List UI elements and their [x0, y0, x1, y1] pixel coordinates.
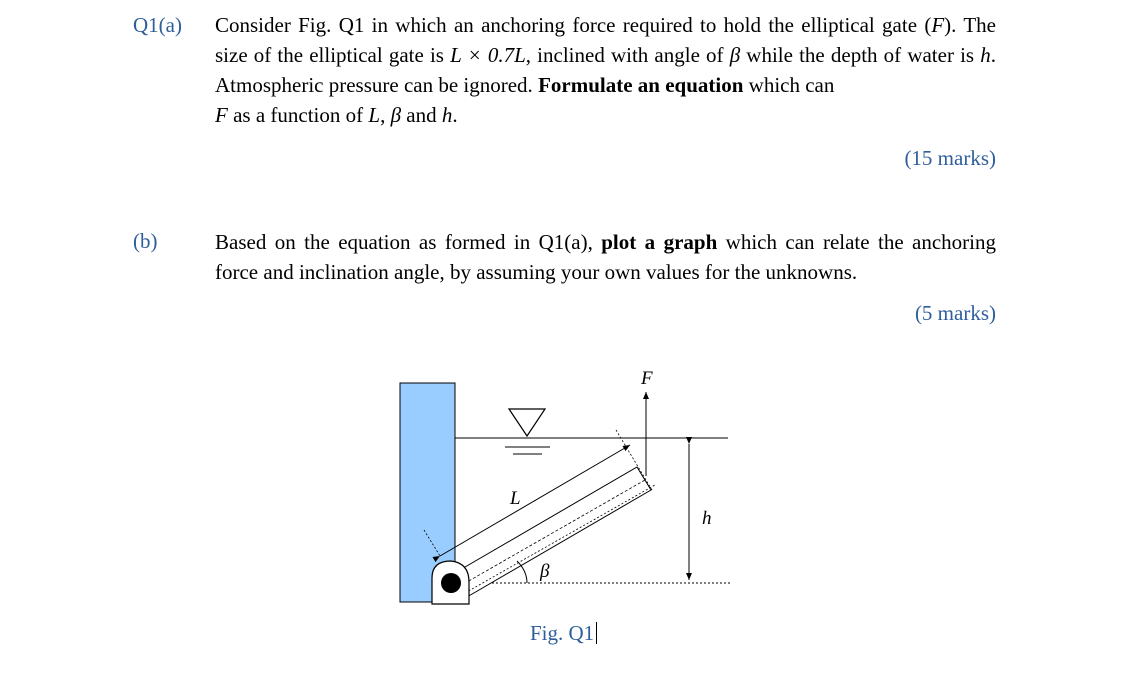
question-text-q1a: Consider Fig. Q1 in which an anchoring force required to hold the elliptical gate (F). The size of the elliptical gate is L × 0.7L, inclined with angle of β while the depth of water is h. Atmospheric pressure can be ignored. Formulate an equation which can F as a function of L, β and h.	[215, 13, 996, 127]
marks-q1b: (5 marks)	[914, 301, 996, 325]
figure-caption: Fig. Q1	[530, 621, 597, 646]
text-cursor	[596, 622, 597, 644]
gate-diagram	[390, 360, 735, 650]
question-text-q1b: Based on the equation as formed in Q1(a), plot a graph which can relate the anchoring force and inclination angle, by assuming your own values for the unknowns.	[215, 230, 997, 284]
hinge-pin	[441, 573, 461, 593]
label-L: L	[510, 488, 521, 509]
label-h: h	[702, 508, 712, 529]
elliptical-gate	[453, 467, 651, 597]
question-label-q1b: (b)	[133, 229, 158, 253]
marks-q1a: (15 marks)	[904, 146, 996, 170]
label-F: F	[641, 368, 653, 389]
question-label-q1a: Q1(a)	[133, 13, 182, 37]
label-beta: β	[540, 561, 550, 582]
gate-dashed-outline	[460, 480, 645, 586]
free-surface-symbol	[509, 409, 545, 436]
